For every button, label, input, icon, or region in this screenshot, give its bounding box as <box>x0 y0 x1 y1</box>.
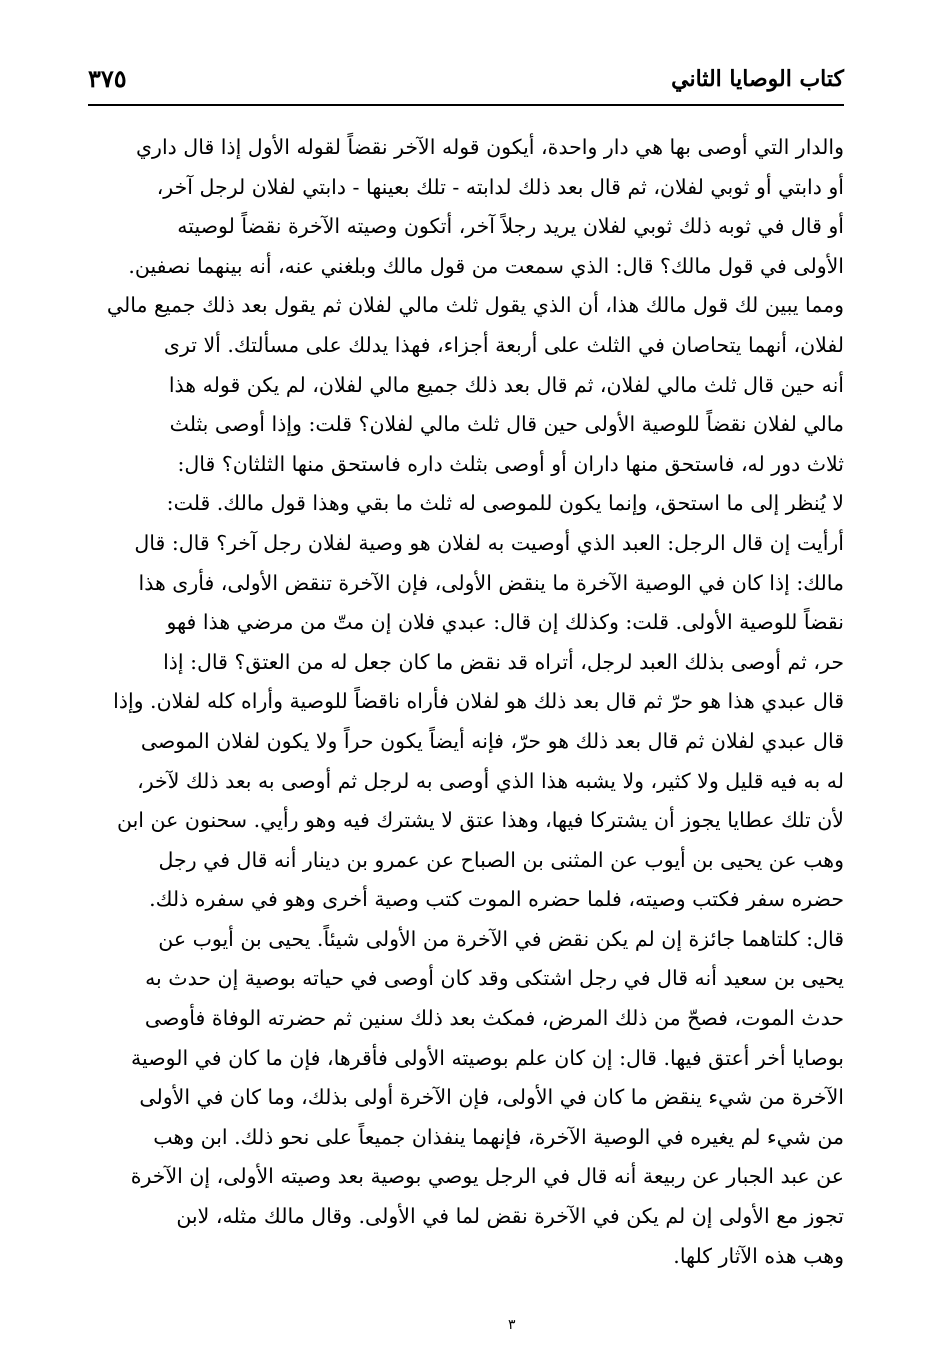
text-line: ثلاث دور له، فاستحق منها داران أو أوصى بثلث داره فاستحق منها الثلثان؟ قال: <box>177 451 844 476</box>
footer-mark: ٣ <box>508 1317 516 1333</box>
running-title: كتاب الوصايا الثاني <box>671 66 844 92</box>
body-text <box>100 128 844 1276</box>
text-line: له به فيه قليل ولا كثير، ولا يشبه هذا الذي أوصى به لرجل ثم أوصى به بعد ذلك لآخر، <box>137 768 844 793</box>
text-line: أو قال في ثوبه ذلك ثوبي لفلان يريد رجلاً آخر، أتكون وصيته الآخرة نقضاً لوصيته <box>177 214 844 239</box>
text-line: وهب هذه الآثار كلها. <box>673 1243 844 1268</box>
header-divider <box>88 104 844 106</box>
text-line: عن عبد الجبار عن ربيعة أنه قال في الرجل يوصي بوصية بعد وصيته الأولى، إن الآخرة <box>130 1164 844 1189</box>
text-line: قال عبدي لفلان ثم قال بعد ذلك هو حرّ، فإنه أيضاً يكون حراً ولا يكون لفلان الموصى <box>140 728 844 753</box>
text-line: الآخرة من شيء ينقض ما كان في الأولى، فإن الآخرة أولى بذلك، وما كان في الأولى <box>139 1085 844 1110</box>
text-line: أو دابتي أو ثوبي لفلان، ثم قال بعد ذلك لدابته - تلك بعينها - دابتي لفلان لرجل آخر، <box>156 174 844 199</box>
text-line: بوصايا أخر أعتق فيها. قال: إن كان علم بوصيته الأولى فأقرها، فإن ما كان في الوصية <box>131 1045 844 1070</box>
running-header <box>88 62 844 102</box>
text-line: قال: كلتاهما جائزة إن لم يكن نقض في الآخرة من الأولى شيئاً. يحيى بن أيوب عن <box>158 926 844 951</box>
text-line: قال عبدي هذا هو حرّ ثم قال بعد ذلك هو لفلان فأراه ناقضاً للوصية وأراه كله لفلان. وإذا <box>113 689 844 714</box>
text-line: مالك: إذا كان في الوصية الآخرة ما ينقض الأولى، فإن الآخرة تنقض الأولى، فأرى هذا <box>138 570 844 595</box>
text-line: أنه حين قال ثلث مالي لفلان، ثم قال بعد ذلك جميع مالي لفلان، لم يكن قوله هذا <box>168 372 844 397</box>
text-line: لا يُنظر إلى ما استحق، وإنما يكون للموصى له ثلث ما بقي وهذا قول مالك. قلت: <box>166 491 844 516</box>
text-line: مالي لفلان نقضاً للوصية الأولى حين قال ثلث مالي لفلان؟ قلت: وإذا أوصى بثلث <box>169 412 844 437</box>
text-line: حر، ثم أوصى بذلك العبد لرجل، أتراه قد نقض ما كان جعل له من العتق؟ قال: إذا <box>163 649 844 674</box>
text-line: حضره سفر فكتب وصيته، فلما حضره الموت كتب وصية أخرى وهو في سفره ذلك. <box>149 887 844 912</box>
text-line: من شيء لم يغيره في الوصية الآخرة، فإنهما ينفذان جميعاً على نحو ذلك. ابن وهب <box>153 1124 844 1149</box>
text-line: لفلان، أنهما يتحاصان في الثلث على أربعة أجزاء، فهذا يدلك على مسألتك. ألا ترى <box>163 332 844 357</box>
text-line: وهب عن يحيى بن أيوب عن المثنى بن الصباح عن عمرو بن دينار أنه قال في رجل <box>158 847 844 872</box>
text-line: لأن تلك عطايا يجوز أن يشتركا فيها، وهذا عتق لا يشترك فيه وهو رأيي. سحنون عن ابن <box>116 808 844 833</box>
page-number: ٣٧٥ <box>88 64 127 93</box>
text-line: والدار التي أوصى بها هي دار واحدة، أيكون قوله الآخر نقضاً لقوله الأول إذا قال داري <box>136 135 844 159</box>
text-line: يحيى بن سعيد أنه قال في رجل اشتكى وقد كان أوصى في حياته بوصية إن حدث به <box>145 966 844 991</box>
text-line: تجوز مع الأولى إن لم يكن في الآخرة نقض لما في الأولى. وقال مالك مثله، لابن <box>176 1204 844 1229</box>
text-line: الأولى في قول مالك؟ قال: الذي سمعت من قول مالك وبلغني عنه، أنه بينهما نصفين. <box>128 253 844 278</box>
text-line: حدث الموت، فصحّ من ذلك المرض، فمكث بعد ذلك سنين ثم حضرته الوفاة فأوصى <box>144 1006 844 1031</box>
text-line: أرأيت إن قال الرجل: العبد الذي أوصيت به لفلان هو وصية لفلان رجل آخر؟ قال: قال <box>134 530 844 555</box>
text-line: نقضاً للوصية الأولى. قلت: وكذلك إن قال: عبدي فلان إن متّ من مرضي هذا فهو <box>166 610 844 635</box>
text-line: ومما يبين لك قول مالك هذا، أن الذي يقول ثلث مالي لفلان ثم يقول بعد ذلك جميع مالي <box>106 293 844 318</box>
